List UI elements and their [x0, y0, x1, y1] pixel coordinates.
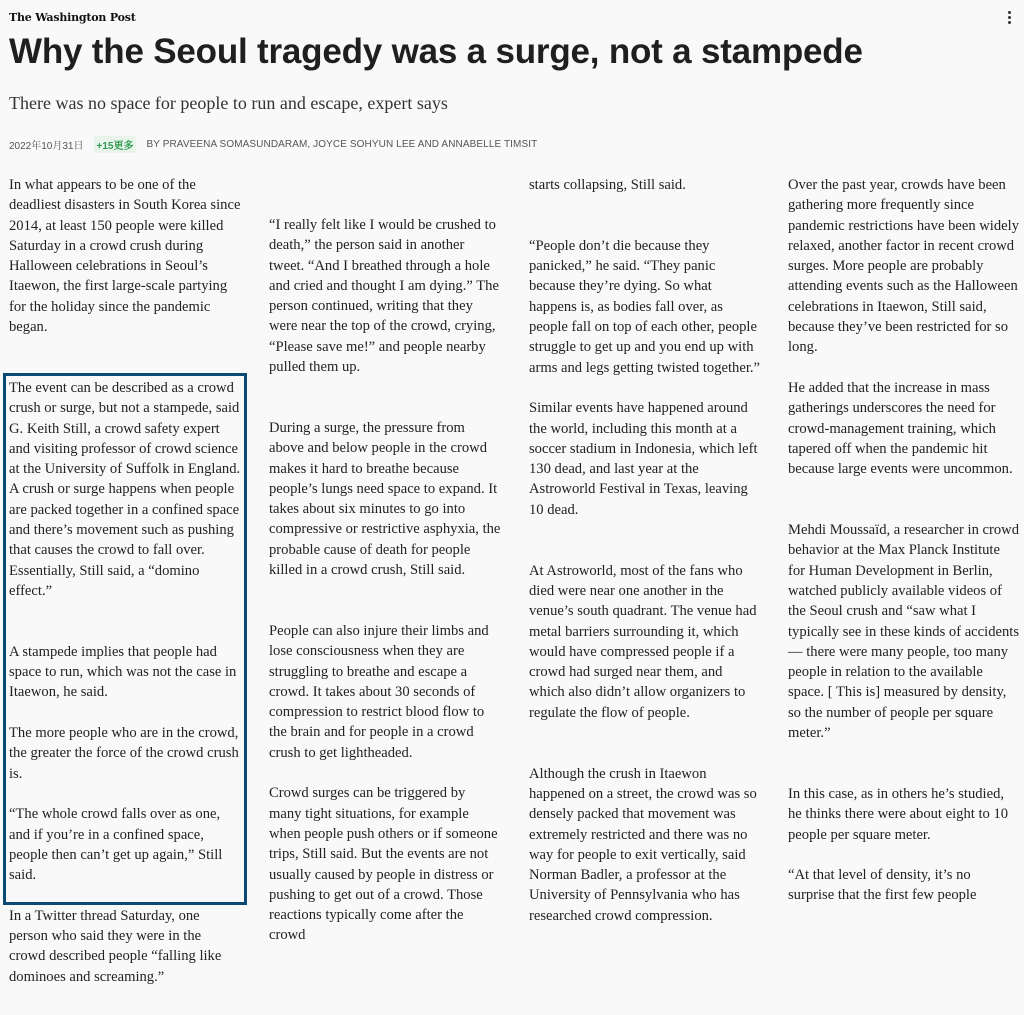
- paragraph: Over the past year, crowds have been gathering more frequently since pandemic restrictions have been widely relaxed, another factor in recent crowd surges. More people are probably attending events such as the Halloween celebrations in Itaewon, Still said, because they’ve been restricted for so long.: [788, 177, 1019, 356]
- paragraph: The more people who are in the crowd, the greater the force of the crowd crush is.: [9, 725, 239, 782]
- byline: BY PRAVEENA SOMASUNDARAM, JOYCE SOHYUN LEE AND ANNABELLE TIMSIT: [146, 139, 538, 150]
- paragraph: During a surge, the pressure from above and below people in the crowd makes it hard to breathe because people’s lungs need space to expand. It takes about six minutes to go into compressive or restrictive asphyxia, the probable cause of death for people killed in a crowd crush, Still said.: [269, 419, 501, 579]
- paragraph: In this case, as in others he’s studied, he thinks there were about eight to 10 people per square meter.: [788, 785, 1009, 843]
- headline: Why the Seoul tragedy was a surge, not a stampede: [9, 32, 863, 71]
- paragraph: In a Twitter thread Saturday, one person who said they were in the crowd described people “falling like dominoes and screaming.”: [9, 907, 222, 985]
- more-authors-badge[interactable]: +15更多: [94, 136, 137, 153]
- paragraph: A stampede implies that people had space to run, which was not the case in Itaewon, he said.: [9, 643, 237, 701]
- paragraph: Mehdi Moussaïd, a researcher in crowd behavior at the Max Planck Institute for Human Development in Berlin, watched publicly available videos of the Seoul crush and “saw what I typically see in these kinds of accidents — there were many people, too many people in relation to the available space. [ This is] measured by density, so the number of people per square meter.”: [788, 522, 1019, 742]
- article-column-3: [529, 175, 761, 946]
- paragraph: Crowd surges can be triggered by many tight situations, for example when people push others or if someone trips, Still said. But the events are not usually caused by people in distress or pushing to get out of a crowd. Those reactions typically come after the crowd: [269, 785, 498, 944]
- paragraph: He added that the increase in mass gatherings underscores the need for crowd-management training, which tapered off when the pandemic hit because large events were uncommon.: [788, 379, 1013, 478]
- paragraph: Although the crush in Itaewon happened on a street, the crowd was so densely packed that movement was extremely restricted and there was no way for people to exit vertically, said Norman Badler, a professor at the University of Pennsylvania who has researched crowd compression.: [529, 765, 757, 924]
- masthead-logo: The Washington Post: [9, 11, 136, 24]
- article-column-4: [788, 175, 1020, 926]
- paragraph: starts collapsing, Still said.: [529, 177, 686, 193]
- article-column-2: [269, 215, 501, 966]
- paragraph: “I really felt like I would be crushed to death,” the person said in another tweet. “And I breathed through a hole and cried and thought I am dying.” The person continued, writing that they were near the top of the crowd, crying, “Please save me!” and people nearby pulled them up.: [269, 217, 499, 376]
- paragraph: At Astroworld, most of the fans who died were near one another in the venue’s south quadrant. The venue had metal barriers surrounding it, which would have compressed people if a crowd had surged near them, and which also didn’t allow organizers to regulate the flow of people.: [529, 562, 757, 721]
- article-meta: [9, 136, 537, 153]
- paragraph: People can also injure their limbs and lose consciousness when they are struggling to breathe and escape a crowd. It takes about 30 seconds of compression to restrict blood flow to the brain and for people in a crowd crush to get lightheaded.: [269, 622, 489, 761]
- paragraph: Similar events have happened around the world, including this month at a soccer stadium in Indonesia, which left 130 dead, and last year at the Astroworld Festival in Texas, leaving 10 dead.: [529, 400, 758, 518]
- subheadline: There was no space for people to run and escape, expert says: [9, 93, 448, 113]
- publish-date: 2022年10月31日: [9, 141, 84, 152]
- paragraph: “People don’t die because they panicked,” he said. “They panic because they’re dying. So what happens is, as bodies fall over, as people fall on top of each other, people struggle to get up and you end up with arms and legs getting twisted together.”: [529, 237, 761, 376]
- paragraph: In what appears to be one of the deadliest disasters in South Korea since 2014, at least 150 people were killed Saturday in a crowd crush during Halloween celebrations in Seoul’s Itaewon, the first large-scale partying for the holiday since the pandemic began.: [9, 177, 241, 336]
- paragraph: “At that level of density, it’s no surprise that the first few people: [788, 867, 977, 904]
- paragraph: The event can be described as a crowd crush or surge, but not a stampede, said G. Keith Still, a crowd safety expert and visiting professor of crowd science at the University of Suffolk in England. A crush or surge happens when people are packed together in a confined space and there’s movement such as pushing that causes the crowd to fall over. Essentially, Still said, a “domino effect.”: [9, 379, 241, 599]
- article-column-1: [9, 175, 241, 1007]
- paragraph: “The whole crowd falls over as one, and if you’re in a confined space, people then can’t get up again,” Still said.: [9, 806, 223, 884]
- more-options-icon[interactable]: [1006, 11, 1012, 24]
